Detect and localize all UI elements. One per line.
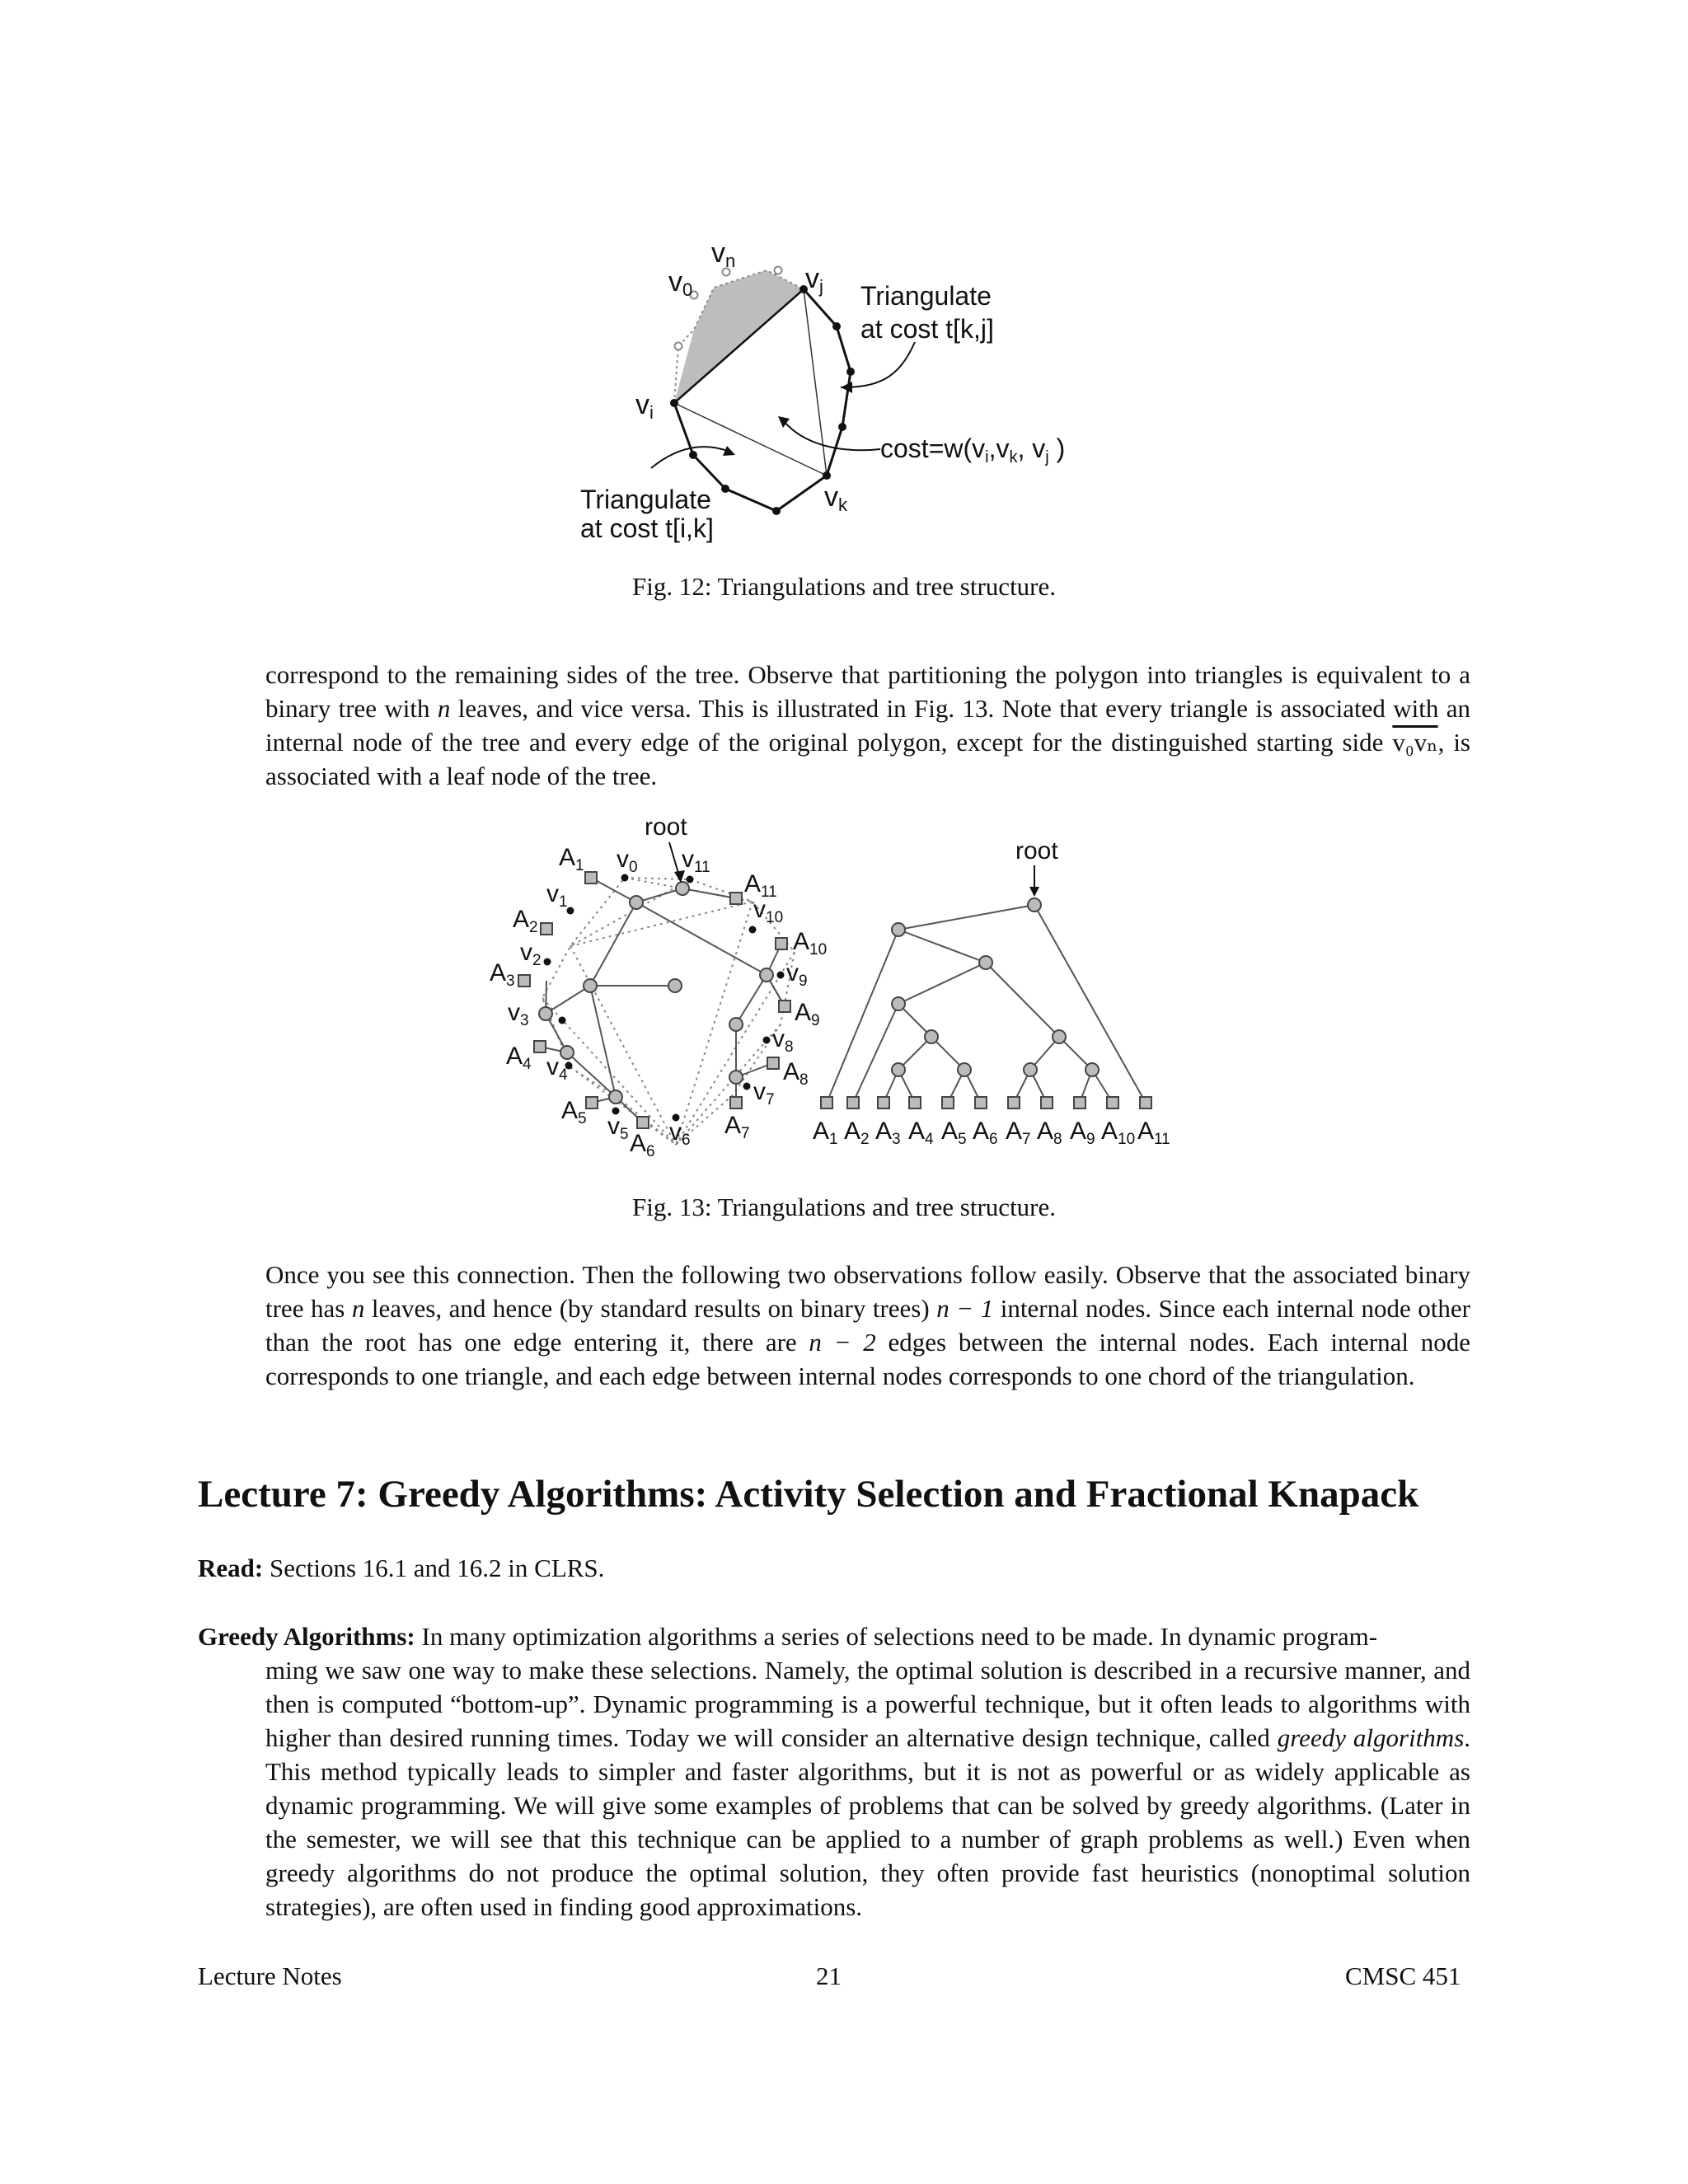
svg-text:A8: $A_8$ bbox=[1037, 1118, 1062, 1148]
footer-left: Lecture Notes bbox=[198, 1961, 342, 1990]
svg-text:A9: $A_9$ bbox=[795, 999, 820, 1029]
svg-text:A2: $A_2$ bbox=[513, 906, 538, 936]
svg-text:A6: $A_6$ bbox=[973, 1118, 998, 1148]
annot-right-line1: Triangulate bbox=[860, 281, 992, 311]
label-vi: vi bbox=[635, 389, 654, 423]
svg-text:v0: $v_0$ bbox=[617, 846, 638, 876]
svg-text:A3: $A_3$ bbox=[490, 959, 515, 990]
svg-text:A10: $A_{10}$ bbox=[793, 928, 828, 958]
svg-text:A1: $A_1$ bbox=[559, 844, 584, 874]
svg-text:A5: $A_5$ bbox=[941, 1118, 967, 1148]
annot-left-line1: Triangulate bbox=[580, 485, 711, 514]
svg-text:A7: $A_7$ bbox=[724, 1112, 750, 1142]
label-v0: v0 bbox=[668, 266, 693, 300]
svg-text:v1: $v_1$ bbox=[546, 880, 568, 911]
svg-text:A7: $A_7$ bbox=[1006, 1118, 1031, 1148]
binary-tree-leaves bbox=[821, 1097, 1151, 1108]
label-vj: vj bbox=[805, 263, 823, 297]
svg-text:A11: $A_{11}$ bbox=[1137, 1118, 1170, 1148]
root-arrowhead-right bbox=[1029, 887, 1039, 897]
leaf-labels bbox=[813, 1118, 1170, 1148]
paragraph-2: Once you see this connection. Then the following two observations follow easily. Observe that the associated binary tree has n leaves, and hence (by standard results on binary trees) n − 1 internal nodes. Since each internal node other than the root has one edge entering it, there are n − 2 edges between the internal nodes. Each internal node corresponds to one triangle, and each edge between internal nodes corresponds to one chord of the triangulation. bbox=[265, 1260, 1471, 1390]
svg-text:v2: $v_2$ bbox=[520, 939, 542, 969]
figure-12-triangulation bbox=[544, 231, 1137, 552]
label-vk: vk bbox=[824, 481, 847, 515]
svg-text:A4: $A_4$ bbox=[908, 1118, 934, 1148]
figure-13-caption: Fig. 13: Triangulations and tree structure. bbox=[631, 1193, 1057, 1221]
annot-right-line2: at cost t[k,j] bbox=[860, 314, 994, 344]
footer-right: CMSC 451 bbox=[1345, 1961, 1461, 1990]
svg-text:v5: $v_5$ bbox=[607, 1113, 629, 1143]
svg-text:v9: $v_9$ bbox=[786, 959, 808, 990]
label-vn: vn bbox=[711, 237, 736, 271]
svg-text:v8: $v_8$ bbox=[772, 1025, 794, 1056]
greedy-algorithms-paragraph: Greedy Algorithms: In many optimization algorithms a series of selections need to be made. In dynamic program- ming we saw one way to make these selections. Namely, the optimal solution is described in a recursive manner, and then is computed “bottom-up”. Dynamic programming is a powerful technique, but it often leads to algorithms with higher than desired running times. Today we will consider an alternative design technique, called greedy algorithms. This method typically leads to simpler and faster algorithms, but it is not as powerful or as widely applicable as dynamic programming. We will give some examples of problems that can be solved by greedy algorithms. (Later in the semester, we will see that this technique can be applied to a number of graph problems as well.) Even when greedy algorithms do not produce the optimal solution, they often provide fast heuristics (nonoptimal solution strategies), are often used in finding good approximations. bbox=[198, 1622, 1471, 1921]
polygon-labels bbox=[490, 844, 827, 1160]
paragraph-1: correspond to the remaining sides of the tree. Observe that partitioning the polygon into triangles is equivalent to a binary tree with n leaves, and vice versa. This is illustrated in Fig. 13. Note that every triangle is associated with an internal node of the tree and every edge of the original polygon, except for the distinguished starting side v₀vₙ, is associated with a leaf node of the tree. bbox=[265, 660, 1470, 790]
chord-vi-vk bbox=[674, 403, 827, 476]
svg-text:A2: $A_2$ bbox=[844, 1118, 870, 1148]
embedded-internal-nodes bbox=[539, 882, 773, 1104]
figure-12-caption: Fig. 12: Triangulations and tree structure. bbox=[631, 572, 1057, 601]
annot-left-line2: at cost t[i,k] bbox=[580, 513, 714, 543]
svg-text:A3: $A_3$ bbox=[875, 1118, 901, 1148]
page-number: 21 bbox=[816, 1961, 842, 1990]
svg-text:A6: $A_6$ bbox=[630, 1130, 655, 1160]
svg-text:v4: $v_4$ bbox=[546, 1053, 568, 1084]
svg-text:A4: $A_4$ bbox=[506, 1043, 532, 1073]
shaded-polygon bbox=[674, 270, 804, 403]
svg-text:v10: $v_{10}$ bbox=[753, 896, 784, 926]
cost-formula: cost=w(vi,vk, vj ) bbox=[880, 434, 1066, 466]
svg-text:v3: $v_3$ bbox=[508, 999, 529, 1029]
svg-text:A9: $A_9$ bbox=[1070, 1118, 1095, 1148]
svg-text:A11: $A_{11}$ bbox=[744, 870, 777, 901]
svg-text:A8: $A_8$ bbox=[783, 1058, 809, 1089]
svg-text:A5: $A_5$ bbox=[561, 1097, 587, 1127]
svg-text:v6: $v_6$ bbox=[669, 1118, 691, 1149]
read-line: Read: Sections 16.1 and 16.2 in CLRS. bbox=[198, 1554, 605, 1582]
figure-13-triangulation-tree bbox=[486, 812, 1187, 1174]
chord-vj-vk bbox=[804, 289, 827, 476]
svg-text:v11: $v_{11}$ bbox=[682, 846, 710, 876]
lecture-title: Lecture 7: Greedy Algorithms: Activity Selection and Fractional Knapack bbox=[198, 1473, 1419, 1516]
svg-text:A10: $A_{10}$ bbox=[1101, 1118, 1136, 1148]
root-label-right: root bbox=[1015, 837, 1058, 865]
svg-text:v7: $v_7$ bbox=[753, 1078, 775, 1108]
svg-text:A1: $A_1$ bbox=[813, 1118, 838, 1148]
root-label-left: root bbox=[645, 813, 687, 841]
polygon-vertex-dots bbox=[544, 874, 785, 1122]
